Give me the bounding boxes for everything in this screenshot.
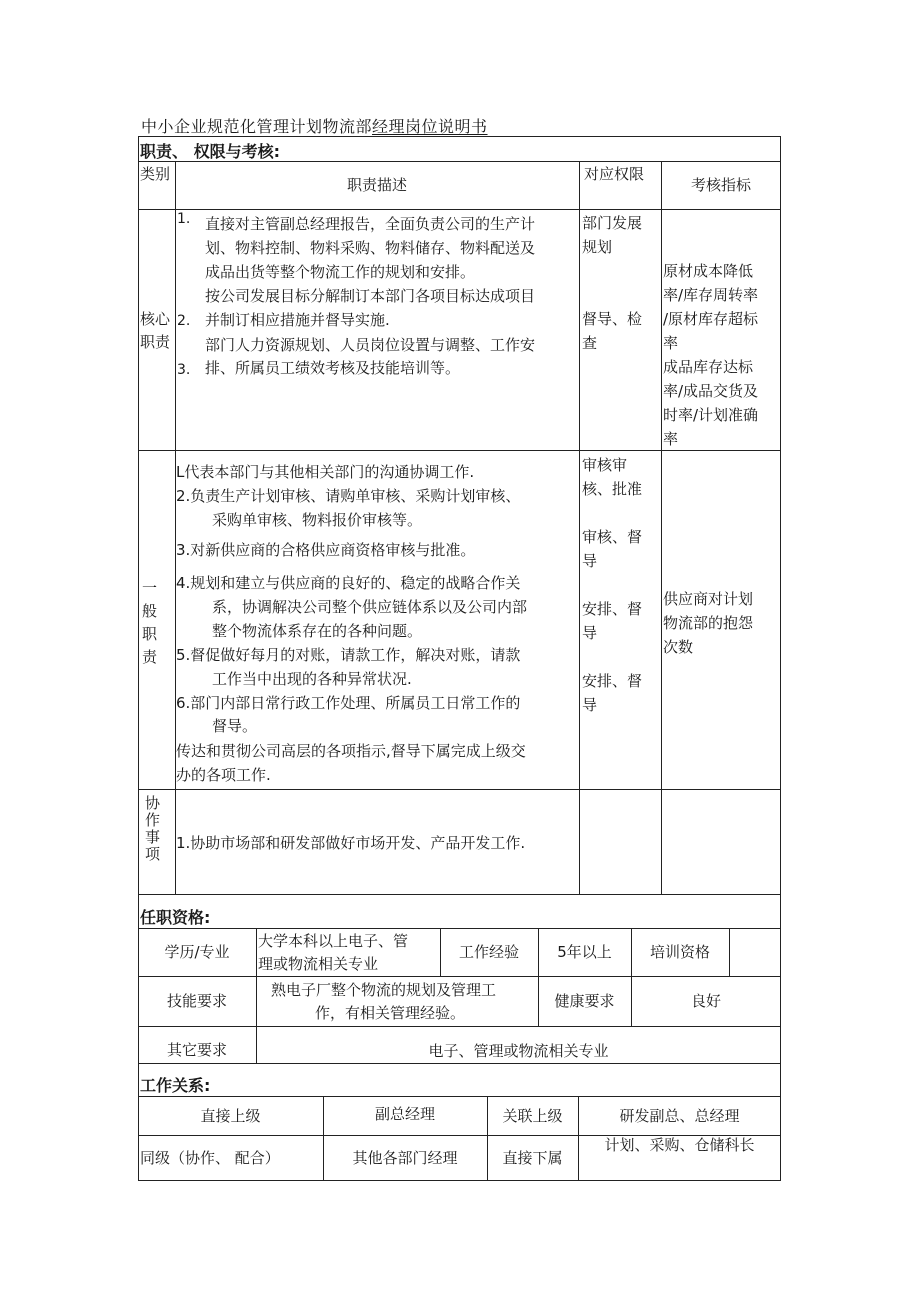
rule-after-other	[138, 1063, 781, 1064]
header-kpi: 考核指标	[690, 176, 751, 194]
sub-value: 计划、采购、仓储科长	[604, 1136, 755, 1154]
coop-label-1: 协	[145, 794, 161, 812]
exp-label: 工作经验	[458, 943, 519, 961]
rule-after-general	[138, 789, 781, 790]
core-line-7: 排、所属员工绩效考核及技能培训等。	[205, 359, 461, 377]
core-label-2: 职责	[140, 333, 171, 351]
general-line-7: 整个物流体系存在的各种问题。	[212, 622, 423, 640]
skill-value-1: 熟电子厂整个物流的规划及管理工	[271, 981, 497, 999]
section-qualification-heading: 任职资格:	[140, 908, 211, 927]
general-authority-2: 核、批准	[582, 480, 643, 498]
superior-label: 直接上级	[200, 1107, 261, 1125]
skill-label: 技能要求	[166, 992, 227, 1010]
core-kpi-4: 率	[663, 334, 679, 352]
rule-after-skill	[138, 1026, 781, 1027]
coop-text: 1.协助市场部和研发部做好市场开发、产品开发工作.	[176, 834, 526, 852]
peer-label: 同级（协作、 配合）	[140, 1149, 280, 1167]
rule-after-headers	[138, 209, 781, 210]
col-rule-authority	[661, 161, 662, 894]
general-kpi-2: 物流部的抱怨	[663, 614, 754, 632]
rule-after-core	[138, 450, 781, 451]
core-line-1: 直接对主管副总经理报告，全面负责公司的生产计	[205, 215, 536, 233]
core-label-1: 核心	[140, 310, 171, 328]
general-label-3: 职	[142, 625, 158, 643]
general-authority-3: 审核、督	[582, 528, 643, 546]
core-authority-2: 规划	[582, 238, 613, 256]
general-label-1: 一	[142, 579, 158, 597]
core-kpi-6: 率/成品交货及	[663, 382, 759, 400]
rule-after-coop	[138, 894, 781, 895]
general-authority-8: 导	[582, 696, 598, 714]
core-num-3: 3.	[177, 362, 191, 378]
general-line-9: 工作当中出现的各种异常状况.	[212, 670, 412, 688]
core-line-5: 并制订相应措施并督导实施.	[205, 311, 390, 329]
core-authority-4: 查	[582, 334, 598, 352]
core-line-4: 按公司发展目标分解制订本部门各项目标达成项目	[205, 287, 536, 305]
general-authority-5: 安排、督	[582, 600, 643, 618]
core-kpi-8: 率	[663, 430, 679, 448]
general-kpi-3: 次数	[663, 638, 694, 656]
health-value: 良好	[690, 992, 721, 1010]
title-underlined: 经理岗位说明书	[372, 117, 488, 136]
header-duties: 职责描述	[346, 176, 407, 194]
coop-label-4: 项	[145, 845, 161, 863]
peer-value: 其他各部门经理	[352, 1149, 458, 1167]
title-main: 中小企业规范化管理计划物流部	[141, 117, 373, 136]
core-kpi-7: 时率/计划准确	[663, 406, 759, 424]
document-title	[141, 114, 488, 137]
coop-label-3: 事	[145, 828, 161, 846]
core-num-1: 1.	[177, 211, 191, 227]
general-line-10: 6.部门内部日常行政工作处理、所属员工日常工作的	[176, 694, 521, 712]
health-label: 健康要求	[554, 992, 615, 1010]
general-line-8: 5.督促做好每月的对账，请款工作，解决对账，请款	[176, 646, 521, 664]
general-line-13: 办的各项工作.	[176, 766, 271, 784]
general-authority-6: 导	[582, 624, 598, 642]
edu-value-1: 大学本科以上电子、管	[258, 932, 409, 950]
header-category: 类别	[140, 165, 171, 183]
core-line-6: 部门人力资源规划、人员岗位设置与调整、工作安	[205, 336, 536, 354]
core-num-2: 2.	[177, 313, 191, 329]
rule-after-section2	[138, 928, 781, 929]
other-value: 电子、管理或物流相关专业	[428, 1042, 609, 1060]
rule-after-edu	[138, 976, 781, 977]
core-kpi-3: /原材库存超标	[663, 310, 759, 328]
assoc-value: 研发副总、总经理	[619, 1107, 740, 1125]
general-authority-1: 审核审	[582, 456, 628, 474]
edu-value-2: 理或物流相关专业	[258, 955, 379, 973]
general-authority-4: 导	[582, 552, 598, 570]
general-line-6: 系，协调解决公司整个供应链体系以及公司内部	[212, 598, 528, 616]
core-kpi-1: 原材成本降低	[663, 262, 754, 280]
sub-label: 直接下属	[502, 1149, 563, 1167]
general-line-4: 3.对新供应商的合格供应商资格审核与批准。	[176, 541, 476, 559]
general-line-3: 采购单审核、物料报价审核等。	[212, 511, 423, 529]
core-authority-1: 部门发展	[582, 214, 643, 232]
train-label: 培训资格	[649, 943, 710, 961]
core-authority-3: 督导、检	[582, 310, 643, 328]
core-kpi-2: 率/库存周转率	[663, 286, 759, 304]
general-kpi-1: 供应商对计划	[663, 590, 754, 608]
superior-value: 副总经理	[374, 1105, 435, 1123]
assoc-label: 关联上级	[502, 1107, 563, 1125]
exp-value: 5年以上	[557, 943, 612, 961]
coop-label-2: 作	[145, 811, 161, 829]
general-line-2: 2.负责生产计划审核、请购单审核、采购计划审核、	[176, 487, 521, 505]
general-authority-7: 安排、督	[582, 672, 643, 690]
col-rule-duties	[579, 161, 580, 894]
edu-label: 学历/专业	[164, 943, 230, 961]
core-line-3: 成品出货等整个物流工作的规划和安排。	[205, 263, 476, 281]
general-line-1: L代表本部门与其他相关部门的沟通协调工作.	[176, 463, 475, 481]
core-kpi-5: 成品库存达标	[663, 358, 754, 376]
rule-after-section3	[138, 1096, 781, 1097]
section-duties-heading: 职责、 权限与考核:	[140, 142, 280, 161]
core-line-2: 划、物料控制、物料采购、物料储存、物料配送及	[205, 239, 536, 257]
general-line-11: 督导。	[212, 717, 258, 735]
general-label-2: 般	[142, 602, 158, 620]
general-label-4: 责	[142, 648, 158, 666]
general-line-12: 传达和贯彻公司高层的各项指示,督导下属完成上级交	[176, 742, 526, 760]
header-authority: 对应权限	[584, 165, 645, 183]
col-rule-train	[729, 928, 730, 976]
other-label: 其它要求	[166, 1041, 227, 1059]
section-relations-heading: 工作关系:	[140, 1076, 211, 1095]
skill-value-2: 作，有相关管理经验。	[315, 1004, 466, 1022]
general-line-5: 4.规划和建立与供应商的良好的、稳定的战略合作关	[176, 574, 521, 592]
